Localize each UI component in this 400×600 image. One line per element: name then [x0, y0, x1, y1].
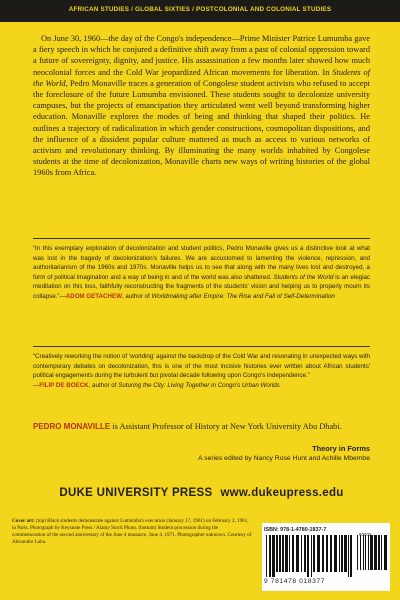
- credits-label: Cover art:: [12, 518, 35, 524]
- barcode-bar: [368, 535, 369, 570]
- barcode-bar: [285, 535, 288, 572]
- barcode-bar: [313, 535, 315, 572]
- barcode-bar: [370, 535, 373, 570]
- endorsement-text: “Creatively reworking the notion of ‘worlding’ against the backdrop of the Cold War and resonating in unexpected ways with contemporary debates on decolonization, this is one of the most incisive histories ever written about African students' political engagements during the turbulent but pivotal decade following upon Congo's independence.”: [33, 353, 370, 379]
- endorsement-de-boeck: “Creatively reworking the notion of ‘worlding’ against the backdrop of the Cold War and resonating in unexpected ways with contemporary debates on decolonization, this is one of the most incisive histories ever written about African students' political engagements during the turbulent but pivotal decade following upon Congo's independence.” —FILIP DE BOECK, author of Suturing the City: Living Together in Congo's Urban Worlds: [33, 353, 370, 389]
- description-text: , Pedro Monaville traces a generation of Congolese student activists who refused to accept the foreclosure of the future Lumumba envisioned. These students sought to decolonize university campuses, but the projects of emancipation they articulated went well beyond transforming higher education. Monaville explores the modes of being and thinking that shaped their politics. He outlines a trajectory of radicalization in which gender constructions, cosmopolitan dispositions, and the influence of a dissident popular culture mattered as much as access to various networks of activism and revolutionary thinking. By illuminating the many worlds inhabited by Congolese students at the time of decolonization, Monaville charts new ways of writing histories of the global 1960s from Africa.: [33, 78, 370, 178]
- barcode-bar: [357, 535, 358, 570]
- barcode-bar: [272, 535, 275, 577]
- barcode-bar: [311, 535, 312, 577]
- barcode-bar: [296, 535, 299, 572]
- barcode-bar: [322, 535, 324, 572]
- barcode-bar: [365, 535, 366, 570]
- description-text: On June 30, 1960—the day of the Congo's independence—Prime Minister Patrice Lumumba gave a fiery speech in which he conjured a definitive shift away from a past of colonial oppression toward a future of sovereignty, dignity, and justice. His assassination a few months later showed how much neocolonial forces and the Cold War jeopardized African movements for liberation. In: [33, 34, 370, 77]
- barcode-icon: [266, 535, 352, 577]
- book-series-editors: A series edited by Nancy Rose Hunt and Achille Mbembe: [198, 455, 370, 462]
- endorser-name: FILIP DE BOECK: [39, 381, 89, 389]
- cover-art-credits: [12, 518, 252, 546]
- barcode-bar: [330, 535, 332, 572]
- barcode-bar: [339, 535, 340, 572]
- endorsement-getachew: “In this exemplary exploration of decolonization and student politics, Pedro Monaville gives us a distinctive look at what was lost in the tragedy of decolonization's failures. We are accustomed to lamenting the violence, repression, and authoritarianism of the 1960s and 1970s. Monaville helps us to see that along with the many lives lost and destroyed, a form of political imagination and a way of being in and of the world was also shattered. Students of the World is an elegiac meditation on this loss, faithfully reconstructing the fragments of the students' vision and helping us to properly mourn its collapse.”—ADOM GETACHEW, author of Worldmaking after Empire: The Rise and Fall of Self-Determination: [33, 245, 370, 300]
- barcode-bar: [276, 535, 278, 572]
- barcode-bar: [307, 535, 309, 577]
- barcode-bar: [301, 535, 302, 572]
- barcode-addon-icon: [357, 535, 387, 577]
- series-label: AFRICAN STUDIES / GLOBAL SIXTIES / POSTCOLONIAL AND COLONIAL STUDIES: [68, 6, 332, 13]
- author-bio-text: is Assistant Professor of History at New York University Abu Dhabi.: [110, 422, 342, 431]
- barcode-bar: [334, 535, 337, 572]
- author-bio: [33, 421, 370, 432]
- barcode-bar: [289, 535, 290, 572]
- divider: [33, 346, 370, 347]
- barcode-addon-digits: 90000: [359, 532, 372, 537]
- publisher-url[interactable]: www.dukeupress.edu: [220, 487, 344, 499]
- endorser-book-title: Worldmaking after Empire: The Rise and Fall of Self-Determination: [151, 292, 335, 300]
- author-name: PEDRO MONAVILLE: [33, 422, 111, 431]
- barcode-bar: [381, 535, 382, 570]
- publisher-line: [33, 487, 370, 499]
- barcode-bar: [292, 535, 294, 572]
- barcode-bar: [317, 535, 320, 572]
- endorsement-book-title: Students of the World: [273, 273, 334, 281]
- book-series-title: Theory in Forms: [312, 444, 370, 453]
- barcode-bar: [282, 535, 284, 572]
- endorsement-text: is an elegiac meditation on this loss, faithfully reconstructing the fragments of the students' vision and helping us to properly mourn its collapse.”: [33, 273, 370, 300]
- description-book-title: Students of the World: [33, 67, 370, 88]
- isbn-label: ISBN: 978-1-4780-1837-7: [264, 527, 327, 533]
- barcode-bar: [350, 535, 352, 577]
- barcode-bar: [348, 535, 349, 577]
- endorsement-text: “In this exemplary exploration of decolonization and student politics, Pedro Monaville gives us a distinctive look at what was lost in the tragedy of decolonization's failures. We are accustomed to lamenting the violence, repression, and authoritarianism of the 1960s and 1970s. Monaville helps us to see that along with the many lives lost and destroyed, a form of political imagination and a way of being in and of the world was also shattered.: [33, 245, 370, 281]
- endorser-book-title: Suturing the City: Living Together in Congo's Urban Worlds: [118, 381, 280, 389]
- barcode-bar: [384, 535, 387, 570]
- barcode-bar: [326, 535, 328, 572]
- barcode-bar: [363, 535, 364, 570]
- publisher-name: DUKE UNIVERSITY PRESS: [59, 487, 213, 499]
- divider: [33, 238, 370, 239]
- barcode-bar: [304, 535, 306, 572]
- barcode-digits: 9 781478 018377: [264, 578, 326, 585]
- barcode-bar: [266, 535, 267, 577]
- book-description: [33, 33, 370, 179]
- barcode-bar: [378, 535, 380, 570]
- credits-text: (top) Black students demonstrate against Lumumba's execution (January 17, 1961) on February 2, 1961, in Paris. Photograph by Keystone Press / Alamy Stock Photo. (bottom) Student procession during the commemoration of the second anniversary of the June 4 massacre, June 4, 1971. Photographer unknown. Courtesy of Alexandre Luba.: [12, 518, 252, 546]
- endorser-name: ADOM GETACHEW: [65, 292, 122, 300]
- barcode-bar: [344, 535, 347, 572]
- barcode-bar: [374, 535, 377, 570]
- barcode-bar: [269, 535, 271, 577]
- barcode-bar: [341, 535, 343, 572]
- barcode-bar: [279, 535, 281, 572]
- barcode-bar: [360, 535, 361, 570]
